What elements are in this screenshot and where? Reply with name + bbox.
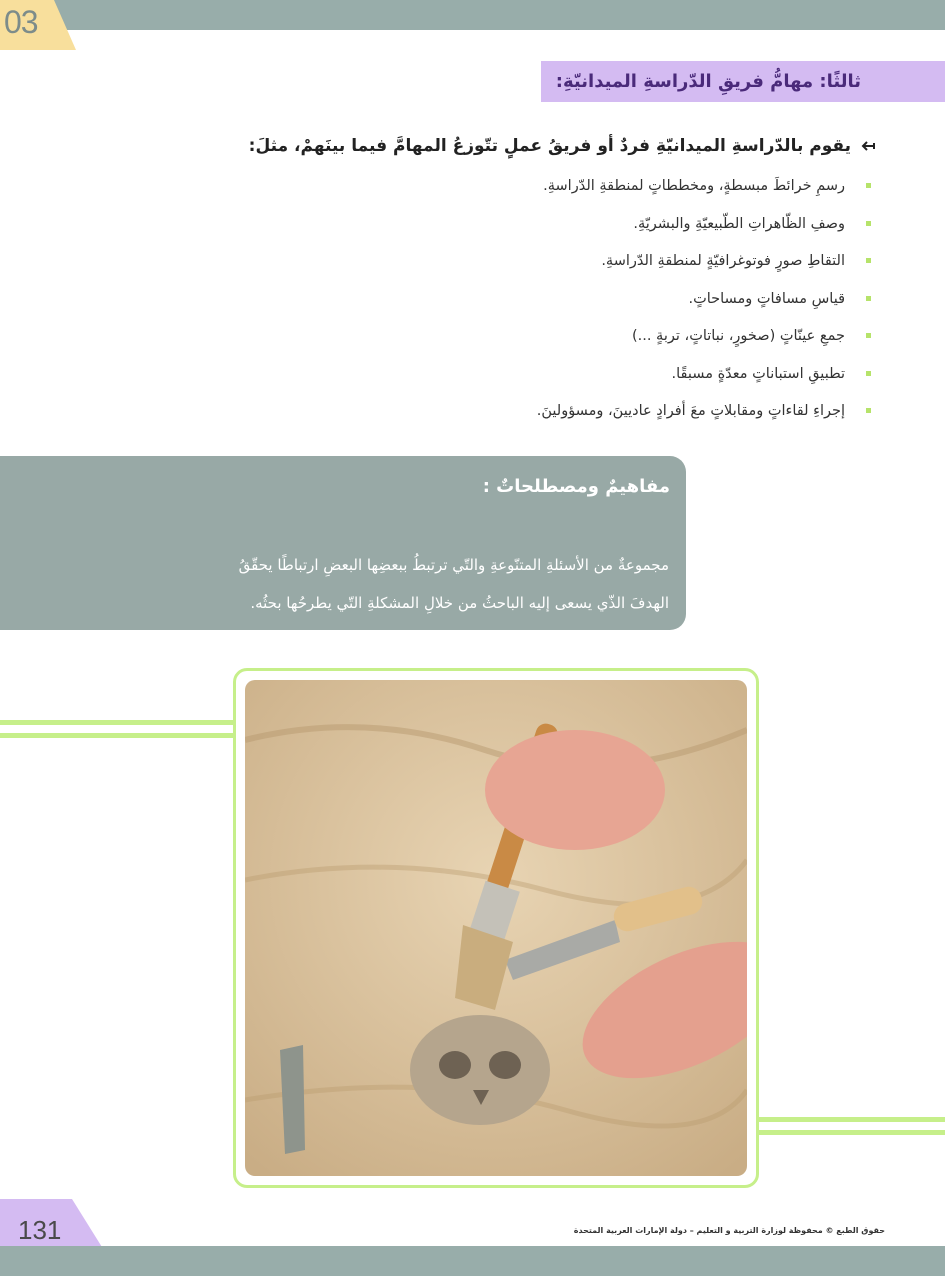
bullet-icon — [866, 258, 871, 263]
photo-frame — [233, 668, 759, 1188]
page-number: 131 — [18, 1215, 62, 1245]
intro-text — [249, 136, 875, 156]
excavation-illustration — [245, 680, 747, 1176]
bullet-icon — [866, 371, 871, 376]
chapter-number: 03 — [4, 4, 38, 40]
arrow-icon — [913, 518, 929, 530]
term-heading — [826, 514, 929, 534]
excavation-photo — [245, 680, 747, 1176]
definition-line: الهدفَ الذّي يسعى إليه الباحثُ من خلالِ المشكلةِ التّي يطرحُها بحثُه. — [250, 594, 669, 612]
list-item — [325, 288, 845, 326]
intro-label: يقوم بالدّراسةِ الميدانيّةِ فردٌ أو فريقُ عملٍ تتّوزعُ المهامَّ فيما بينَهمْ، مثلَ: — [248, 136, 851, 156]
term-label: الاستبانةُ: — [826, 514, 905, 534]
concepts-title: مفاهيمٌ ومصطلحاتٌ : — [482, 476, 670, 497]
task-text: جمعِ عينّاتٍ (صخورٍ، نباتاتٍ، تربةٍ ...) — [631, 328, 845, 344]
task-text: إجراءِ لقاءاتٍ ومقابلاتٍ معَ أفرادٍ عاديينَ، ومسؤولينَ. — [536, 403, 845, 419]
copyright-notice: حقوق الطبع © محفوظة لوزارة التربية و التعليم – دولة الإمارات العربية المتحدة — [573, 1226, 885, 1235]
list-item — [325, 175, 845, 213]
list-item — [325, 363, 845, 401]
task-list — [325, 175, 845, 438]
decorative-line — [759, 1130, 945, 1135]
bullet-icon — [866, 296, 871, 301]
decorative-line — [0, 733, 233, 738]
decorative-line — [0, 720, 233, 725]
section-heading: ثالثًا: مهامُّ فريقِ الدّراسةِ الميدانيّةِ: — [541, 61, 945, 102]
bullet-icon — [866, 183, 871, 188]
bullet-icon — [866, 333, 871, 338]
list-item — [325, 213, 845, 251]
list-item — [325, 250, 845, 288]
task-text: قياسِ مسافاتٍ ومساحاتٍ. — [688, 290, 845, 307]
list-item — [325, 400, 845, 438]
task-text: التقاطِ صورٍ فوتوغرافيّةٍ لمنطقةِ الدّراسةِ. — [601, 253, 845, 269]
task-text: تطبيقِ استباناتٍ معدّةٍ مسبقًا. — [671, 365, 845, 382]
bullet-icon — [866, 221, 871, 226]
top-bar — [0, 0, 945, 30]
list-item — [325, 325, 845, 363]
bottom-bar — [0, 1246, 945, 1276]
bullet-icon — [866, 408, 871, 413]
task-text: وصفِ الظّاهراتِ الطّبيعيّةِ والبشريّةِ. — [633, 215, 845, 232]
arrow-icon — [859, 140, 875, 152]
task-text: رسمِ خرائطَ مبسطةٍ، ومخططاتٍ لمنطقةِ الدّراسةِ. — [543, 178, 845, 194]
decorative-line — [759, 1117, 945, 1122]
definition-line: مجموعةٌ من الأسئلةِ المتنّوعةِ والتّي ترتبطُ ببعضِها البعضِ ارتباطًا يحقّقُ — [238, 556, 669, 574]
